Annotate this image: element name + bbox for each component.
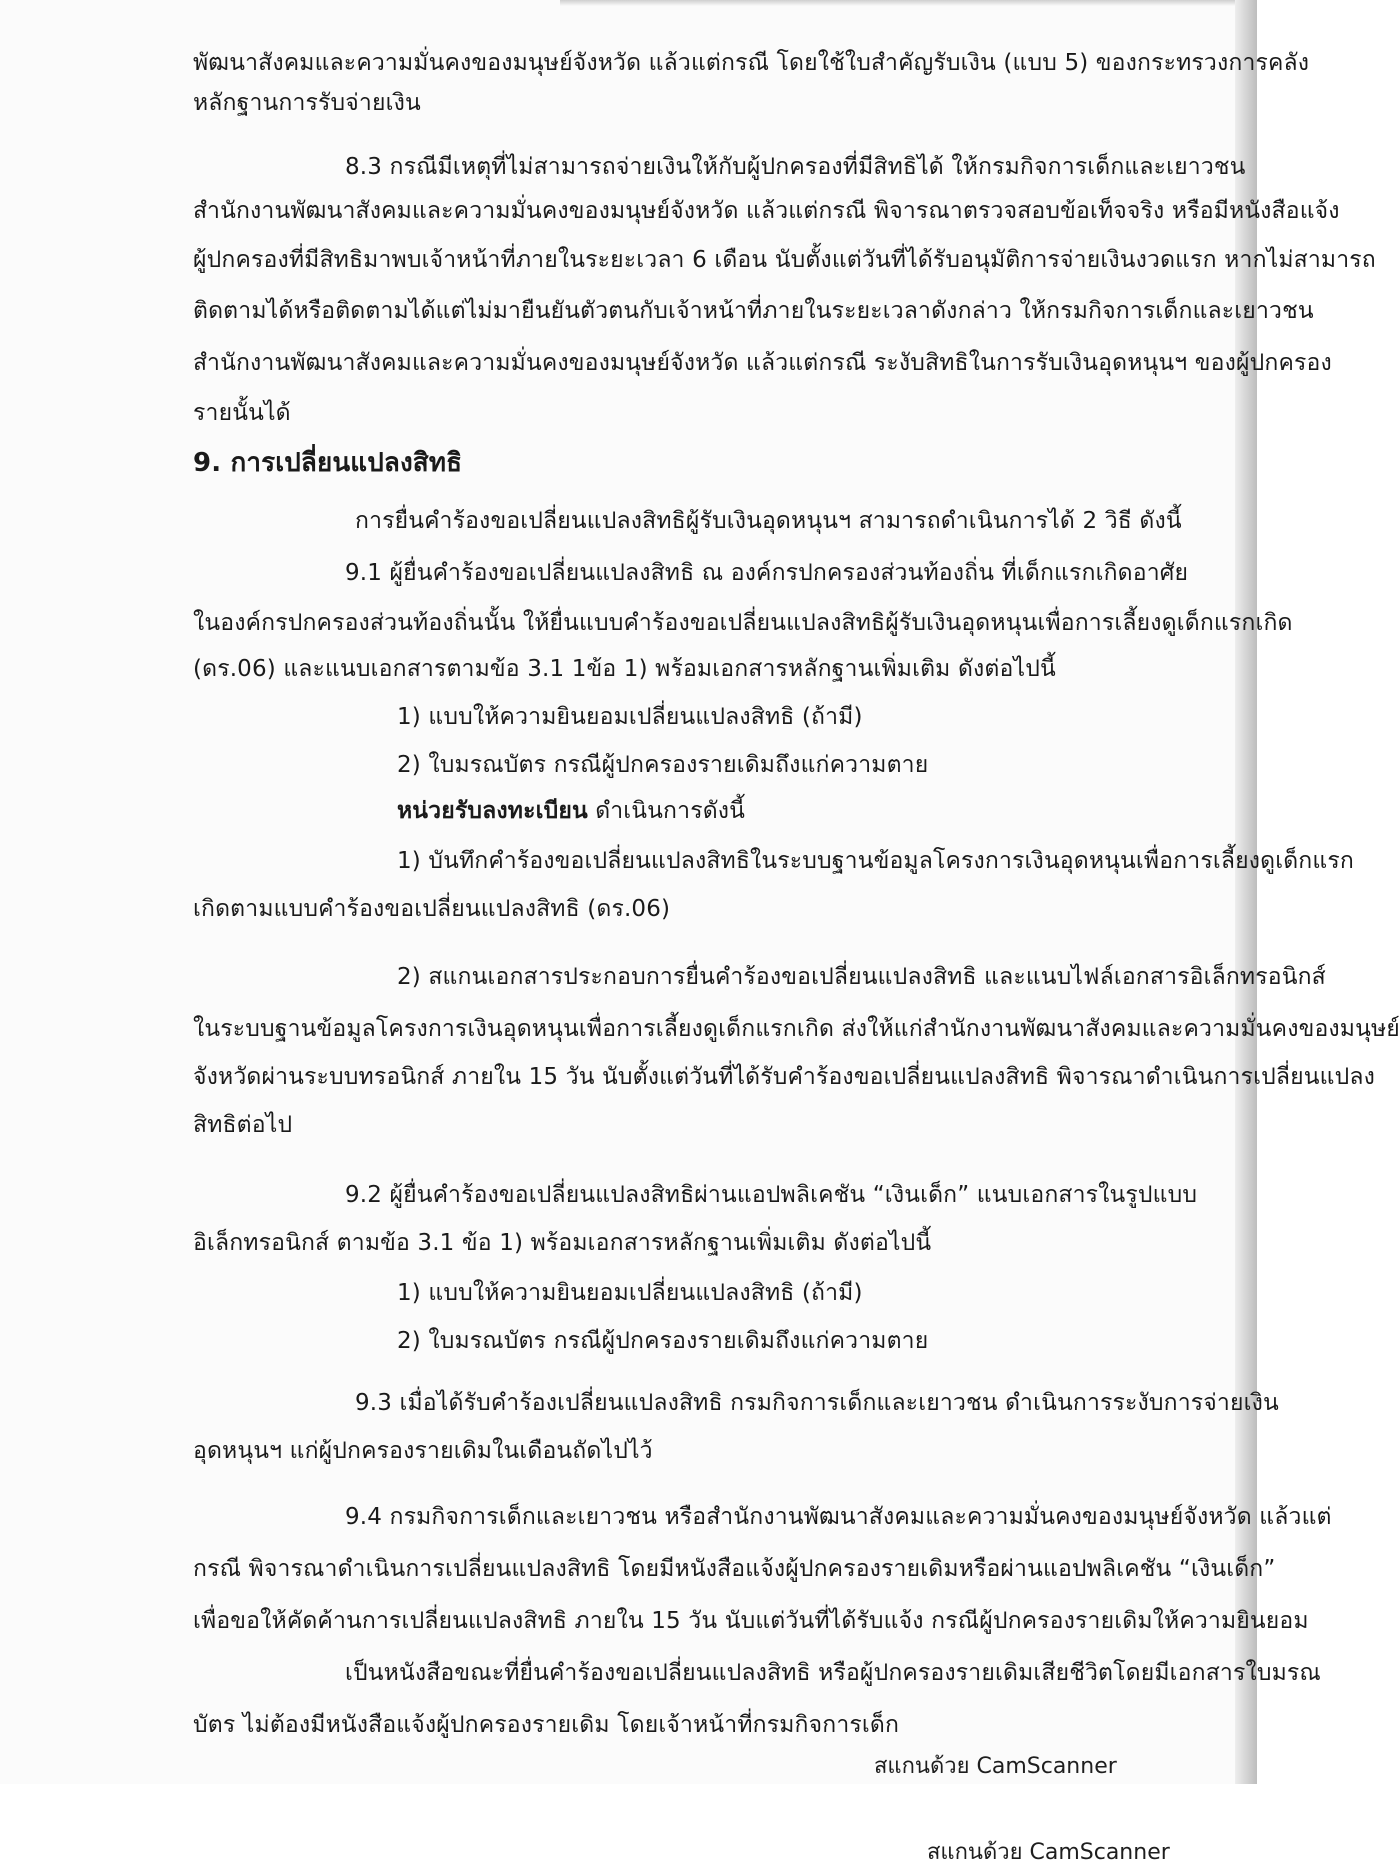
- text-line: 1) แบบให้ความยินยอมเปลี่ยนแปลงสิทธิ (ถ้ามี): [397, 1280, 863, 1306]
- text-line: การยื่นคำร้องขอเปลี่ยนแปลงสิทธิผู้รับเงินอุดหนุนฯ สามารถดำเนินการได้ 2 วิธี ดังนี้: [355, 508, 1182, 534]
- text-line: รายนั้นได้: [193, 400, 291, 426]
- text-line: บัตร ไม่ต้องมีหนังสือแจ้งผู้ปกครองรายเดิม โดยเจ้าหน้าที่กรมกิจการเด็ก: [193, 1712, 900, 1738]
- text-line: 9.3 เมื่อได้รับคำร้องเปลี่ยนแปลงสิทธิ กรมกิจการเด็กและเยาวชน ดำเนินการระงับการจ่ายเงิน: [355, 1390, 1279, 1416]
- text-line: 1) บันทึกคำร้องขอเปลี่ยนแปลงสิทธิในระบบฐานข้อมูลโครงการเงินอุดหนุนเพื่อการเลี้ยงดูเด็กแรก: [397, 848, 1354, 874]
- registration-unit-label: หน่วยรับลงทะเบียน: [397, 798, 588, 824]
- camscanner-watermark-inner: สแกนด้วย CamScanner: [874, 1754, 1117, 1779]
- text-line: จังหวัดผ่านระบบทรอนิกส์ ภายใน 15 วัน นับตั้งแต่วันที่ได้รับคำร้องขอเปลี่ยนแปลงสิทธิ พิจารณาดำเนินการเปลี่ยนแปลง: [193, 1064, 1375, 1090]
- text-line: ติดตามได้หรือติดตามได้แต่ไม่มายืนยันตัวตนกับเจ้าหน้าที่ภายในระยะเวลาดังกล่าว ให้กรมกิจการเด็กและเยาวชน: [193, 298, 1314, 324]
- text-line: ในองค์กรปกครองส่วนท้องถิ่นนั้น ให้ยื่นแบบคำร้องขอเปลี่ยนแปลงสิทธิผู้รับเงินอุดหนุนเพื่อการเลี้ยงดูเด็กแรกเกิด: [193, 610, 1293, 636]
- registration-unit-text: ดำเนินการดังนี้: [595, 798, 746, 824]
- text-line: สำนักงานพัฒนาสังคมและความมั่นคงของมนุษย์จังหวัด แล้วแต่กรณี ระงับสิทธิในการรับเงินอุดหนุนฯ ของผู้ปกครอง: [193, 350, 1332, 376]
- scan-shadow-top: [560, 0, 1257, 6]
- text-line: พัฒนาสังคมและความมั่นคงของมนุษย์จังหวัด แล้วแต่กรณี โดยใช้ใบสำคัญรับเงิน (แบบ 5) ของกระทรวงการคลัง: [193, 50, 1310, 76]
- text-line: 2) ใบมรณบัตร กรณีผู้ปกครองรายเดิมถึงแก่ความตาย: [397, 1328, 929, 1354]
- text-line: สิทธิต่อไป: [193, 1112, 293, 1138]
- text-line: อิเล็กทรอนิกส์ ตามข้อ 3.1 ข้อ 1) พร้อมเอกสารหลักฐานเพิ่มเติม ดังต่อไปนี้: [193, 1230, 932, 1256]
- text-line: ผู้ปกครองที่มีสิทธิมาพบเจ้าหน้าที่ภายในระยะเวลา 6 เดือน นับตั้งแต่วันที่ได้รับอนุมัติการจ่ายเงินงวดแรก หากไม่สามารถ: [193, 247, 1376, 273]
- text-line: 8.3 กรณีมีเหตุที่ไม่สามารถจ่ายเงินให้กับผู้ปกครองที่มีสิทธิได้ ให้กรมกิจการเด็กและเยาวชน: [345, 154, 1246, 180]
- text-line: 1) แบบให้ความยินยอมเปลี่ยนแปลงสิทธิ (ถ้ามี): [397, 704, 863, 730]
- camscanner-watermark-outer: สแกนด้วย CamScanner: [927, 1840, 1170, 1865]
- text-line: [397, 796, 745, 826]
- text-line: หลักฐานการรับจ่ายเงิน: [193, 90, 421, 116]
- text-line: สำนักงานพัฒนาสังคมและความมั่นคงของมนุษย์จังหวัด แล้วแต่กรณี พิจารณาตรวจสอบข้อเท็จจริง หรือมีหนังสือแจ้ง: [193, 198, 1340, 224]
- text-line: เพื่อขอให้คัดค้านการเปลี่ยนแปลงสิทธิ ภายใน 15 วัน นับแต่วันที่ได้รับแจ้ง กรณีผู้ปกครองรายเดิมให้ความยินยอม: [193, 1608, 1309, 1634]
- text-line: กรณี พิจารณาดำเนินการเปลี่ยนแปลงสิทธิ โดยมีหนังสือแจ้งผู้ปกครองรายเดิมหรือผ่านแอปพลิเคชัน “เงินเด็ก”: [193, 1556, 1276, 1582]
- text-line: เป็นหนังสือขณะที่ยื่นคำร้องขอเปลี่ยนแปลงสิทธิ หรือผู้ปกครองรายเดิมเสียชีวิตโดยมีเอกสารใบมรณ: [345, 1660, 1321, 1686]
- text-line: เกิดตามแบบคำร้องขอเปลี่ยนแปลงสิทธิ (ดร.06): [193, 896, 671, 922]
- text-line: 2) ใบมรณบัตร กรณีผู้ปกครองรายเดิมถึงแก่ความตาย: [397, 752, 929, 778]
- section-heading: 9. การเปลี่ยนแปลงสิทธิ: [193, 448, 463, 478]
- text-line: อุดหนุนฯ แก่ผู้ปกครองรายเดิมในเดือนถัดไปไว้: [193, 1438, 653, 1464]
- text-line: 9.2 ผู้ยื่นคำร้องขอเปลี่ยนแปลงสิทธิผ่านแอปพลิเคชัน “เงินเด็ก” แนบเอกสารในรูปแบบ: [345, 1182, 1198, 1208]
- text-line: 2) สแกนเอกสารประกอบการยื่นคำร้องขอเปลี่ยนแปลงสิทธิ และแนบไฟล์เอกสารอิเล็กทรอนิกส์: [397, 964, 1326, 990]
- text-line: (ดร.06) และแนบเอกสารตามข้อ 3.1 1ข้อ 1) พร้อมเอกสารหลักฐานเพิ่มเติม ดังต่อไปนี้: [193, 656, 1056, 682]
- text-line: ในระบบฐานข้อมูลโครงการเงินอุดหนุนเพื่อการเลี้ยงดูเด็กแรกเกิด ส่งให้แก่สำนักงานพัฒนาสังคมและความมั่นคงของมนุษย์: [193, 1016, 1400, 1042]
- text-line: 9.4 กรมกิจการเด็กและเยาวชน หรือสำนักงานพัฒนาสังคมและความมั่นคงของมนุษย์จังหวัด แล้วแต่: [345, 1504, 1332, 1530]
- text-line: 9.1 ผู้ยื่นคำร้องขอเปลี่ยนแปลงสิทธิ ณ องค์กรปกครองส่วนท้องถิ่น ที่เด็กแรกเกิดอาศัย: [345, 560, 1189, 586]
